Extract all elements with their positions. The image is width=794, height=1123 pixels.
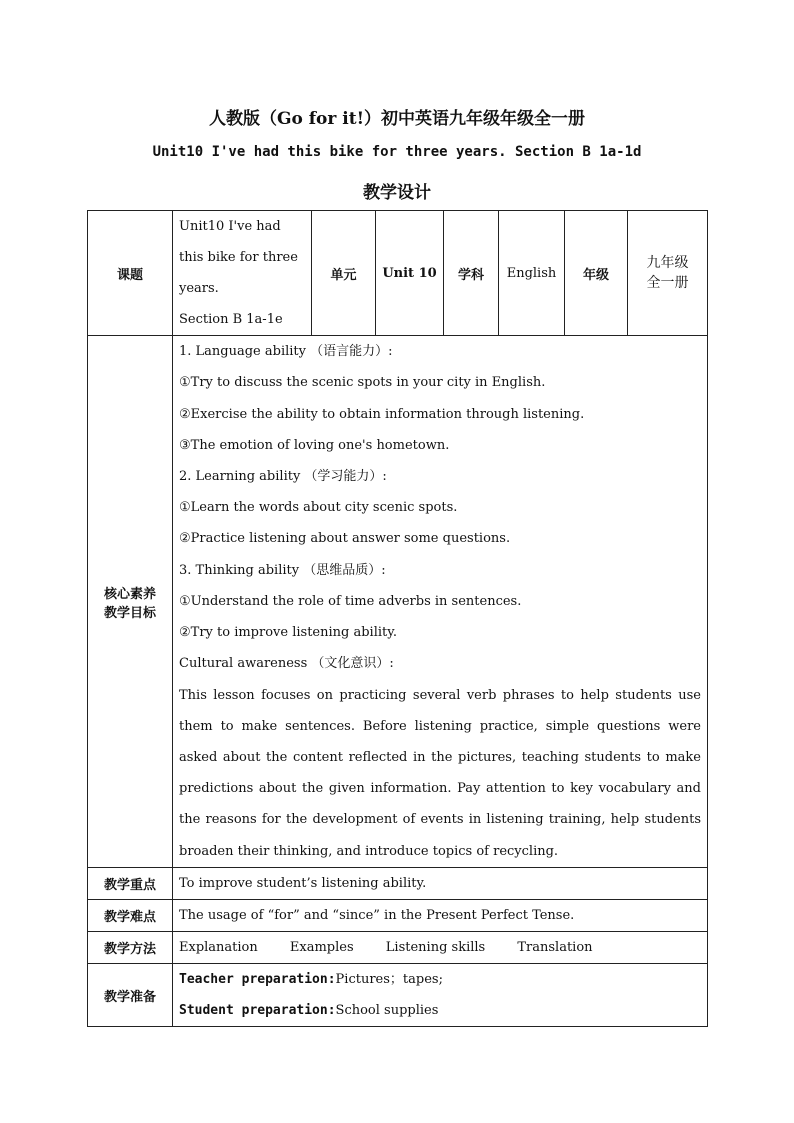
teacher-preparation: [179, 964, 701, 995]
goal-line: ②Practice listening about answer some questions.: [179, 531, 511, 547]
goals-label-line: 教学目标: [103, 605, 156, 621]
topic-value: [173, 211, 312, 336]
goal-line: Cultural awareness （文化意识）:: [179, 656, 394, 672]
document-title: 人教版（Go for it!）初中英语九年级年级全一册: [208, 109, 586, 129]
key-point-value: To improve student’s listening ability.: [173, 868, 708, 900]
subject-label: 学科: [444, 211, 499, 336]
preparation-label: 教学准备: [88, 964, 173, 1027]
topic-line: years.: [179, 281, 219, 296]
lesson-plan-table: [87, 210, 708, 1027]
grade-label: 年级: [565, 211, 628, 336]
goals-label-line: 核心素养: [103, 586, 156, 602]
grade-line: 全一册: [646, 275, 689, 291]
preparation-row: [88, 964, 708, 1027]
grade-value: [628, 211, 708, 336]
lesson-subtitle: Unit10 I've had this bike for three years. Section B 1a-1d: [152, 144, 642, 160]
difficulty-label: 教学难点: [88, 900, 173, 932]
goals-label: [88, 336, 173, 868]
goal-line: ②Try to improve listening ability.: [179, 625, 397, 641]
unit-value: Unit 10: [376, 211, 444, 336]
key-point-row: [88, 868, 708, 900]
student-preparation: [179, 995, 701, 1026]
difficulty-value: The usage of “for” and “since” in the Present Perfect Tense.: [173, 900, 708, 932]
method-item: Translation: [517, 940, 593, 955]
methods-value: [173, 932, 708, 964]
method-item: Explanation: [179, 940, 258, 955]
student-preparation-value: School supplies: [335, 1003, 439, 1018]
method-item: Examples: [289, 940, 354, 955]
difficulty-row: [88, 900, 708, 932]
teacher-preparation-value: Pictures；tapes;: [335, 972, 443, 987]
topic-line: Section B 1a-1e: [179, 312, 283, 327]
method-item: Listening skills: [385, 940, 486, 955]
grade-line: 九年级: [646, 255, 689, 271]
goal-line: ②Exercise the ability to obtain information through listening.: [179, 406, 585, 422]
student-preparation-label: Student preparation:: [179, 1003, 336, 1018]
topic-label: 课题: [88, 211, 173, 336]
preparation-value: [173, 964, 708, 1027]
goal-line: ①Understand the role of time adverbs in sentences.: [179, 593, 522, 609]
goals-row: [88, 336, 708, 868]
subject-value: English: [499, 211, 565, 336]
goal-line: ①Try to discuss the scenic spots in your city in English.: [179, 375, 546, 391]
goal-line: 1. Language ability （语言能力）:: [179, 344, 393, 360]
goal-line: ①Learn the words about city scenic spots.: [179, 500, 458, 516]
goal-line: 2. Learning ability （学习能力）:: [179, 469, 387, 485]
cultural-awareness-paragraph: This lesson focuses on practicing several verb phrases to help students use them to make sentences. Before listening practice, simple questions were asked about the content reflected in the pictures, teaching students to make predictions about the given information. Pay attention to key vocabulary and the reasons for the development of events in listening training, help students broaden their thinking, and introduce topics of recycling.: [179, 687, 701, 859]
methods-label: 教学方法: [88, 932, 173, 964]
goals-content: [173, 336, 708, 868]
topic-line: this bike for three: [179, 250, 298, 265]
goal-line: 3. Thinking ability （思维品质）:: [179, 562, 386, 578]
topic-line: Unit10 I've had: [179, 219, 281, 234]
teacher-preparation-label: Teacher preparation:: [179, 972, 336, 987]
key-point-label: 教学重点: [88, 868, 173, 900]
document-type: 教学设计: [363, 183, 431, 203]
info-row: [88, 211, 708, 336]
unit-label: 单元: [312, 211, 376, 336]
goal-line: ③The emotion of loving one's hometown.: [179, 437, 450, 453]
methods-row: [88, 932, 708, 964]
